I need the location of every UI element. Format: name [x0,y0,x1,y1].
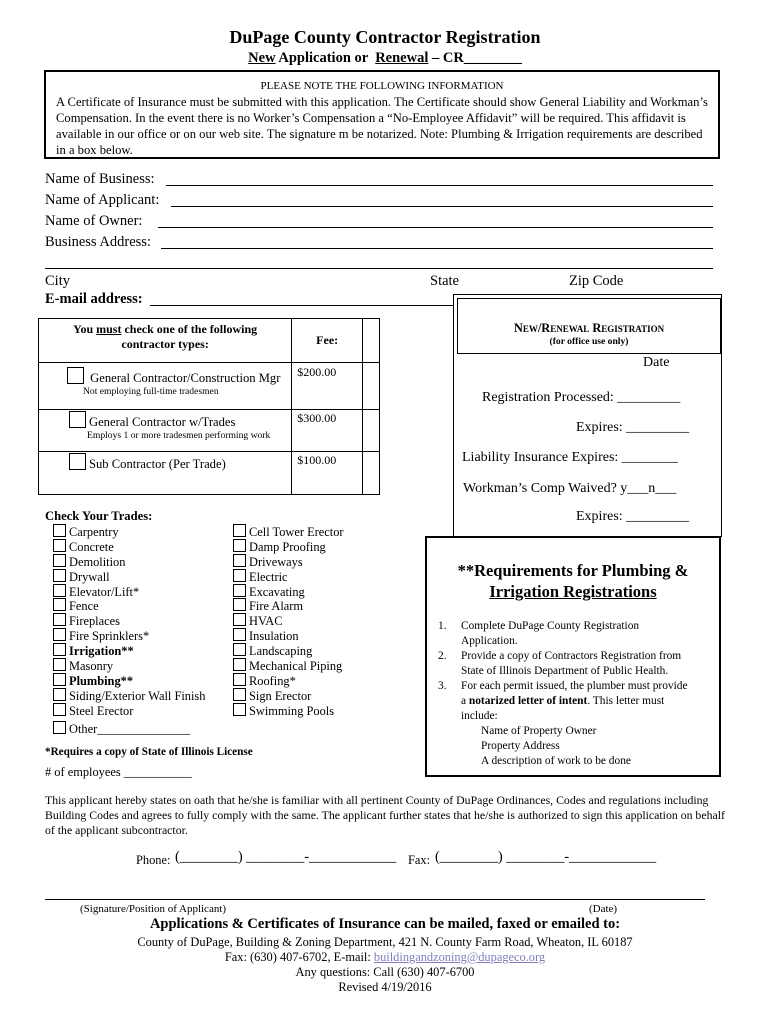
owner-name-label: Name of Owner: [45,213,143,229]
trade-mechanical-piping[interactable]: Mechanical Piping [233,658,344,673]
checkbox[interactable] [53,539,66,552]
business-name-label: Name of Business: [45,171,155,187]
renewal-option[interactable]: Renewal [375,50,429,66]
business-address-field[interactable] [161,248,713,249]
checkbox[interactable] [233,673,246,686]
gc-construction-fee: $200.00 [292,363,363,410]
new-option[interactable]: New [248,50,276,66]
checkbox[interactable] [53,688,66,701]
checkbox[interactable] [233,554,246,567]
checkbox[interactable] [53,703,66,716]
checkbox[interactable] [53,613,66,626]
office-use-title: New/Renewal Registration [513,321,665,335]
business-address-line2[interactable] [45,268,713,269]
trade-electric[interactable]: Electric [233,569,344,584]
phone-label: Phone: [136,853,171,867]
trade-elevator[interactable]: Elevator/Lift* [53,584,205,599]
footer-heading: Applications & Certificates of Insurance can be mailed, faxed or emailed to: [149,916,621,932]
sub-contractor-checkbox[interactable] [69,453,86,470]
checkbox[interactable] [233,584,246,597]
trade-roofing[interactable]: Roofing* [233,673,344,688]
zip-label: Zip Code [569,273,624,289]
footer-fax-email: Fax: (630) 407-6702, E-mail: buildingandzoning@dupageco.org [224,950,546,964]
email-link[interactable]: buildingandzoning@dupageco.org [373,950,546,964]
trade-concrete[interactable]: Concrete [53,539,205,554]
gc-construction-note: Not employing full-time tradesmen [83,386,219,397]
footer-address: County of DuPage, Building & Zoning Department, 421 N. County Farm Road, Wheaton, IL 60187 [137,935,633,949]
email-label: E-mail address: [45,291,143,307]
expires-field-2[interactable]: Expires: _________ [576,509,690,524]
office-date-label: Date [643,355,670,370]
gc-construction-checkbox[interactable] [67,367,84,384]
trade-insulation[interactable]: Insulation [233,628,344,643]
checkbox[interactable] [53,569,66,582]
trade-landscaping[interactable]: Landscaping [233,643,344,658]
trade-hvac[interactable]: HVAC [233,613,344,628]
table-row [39,410,380,452]
fax-label: Fax: [408,853,431,867]
trade-irrigation[interactable]: Irrigation** [53,643,205,658]
notice-body: A Certificate of Insurance must be submitted with this application. The Certificate should show General Liability and Workman’s Compensation. In the event there is no Worker’s Compensation a “No-Employee Affidavit” will be required. This affidavit is available in our office or on our web site. The signature m be notarized. Note: Plumbing & Irrigation requirements are described in a box below. [56,95,708,157]
checkbox[interactable] [233,643,246,656]
workmans-comp-field[interactable]: Workman’s Comp Waived? y___n___ [463,481,677,496]
registration-processed-field[interactable]: Registration Processed: _________ [482,390,681,405]
trade-other[interactable]: Other_______________ [53,721,205,736]
trade-fire-sprinklers[interactable]: Fire Sprinklers* [53,628,205,643]
trade-drywall[interactable]: Drywall [53,569,205,584]
trade-damp-proofing[interactable]: Damp Proofing [233,539,344,554]
application-or-label: Application or [278,50,368,66]
page-title: DuPage County Contractor Registration [229,27,541,47]
trade-sign-erector[interactable]: Sign Erector [233,688,344,703]
applicant-name-field[interactable] [171,206,713,207]
table-row [39,363,380,410]
phone-field[interactable]: (________) ________-____________ [175,849,397,865]
trade-cell-tower[interactable]: Cell Tower Erector [233,524,344,539]
office-use-subtitle: (for office use only) [549,336,629,347]
sub-contractor-label: Sub Contractor (Per Trade) [89,457,226,471]
email-field[interactable] [150,305,453,306]
trades-column-1 [53,524,205,735]
checkbox[interactable] [233,613,246,626]
footer-revised: Revised 4/19/2016 [338,980,432,994]
gc-trades-label: General Contractor w/Trades [89,415,236,429]
checkbox[interactable] [233,628,246,641]
signature-date-label: (Date) [589,903,618,915]
table-row [39,452,380,495]
checkbox[interactable] [53,554,66,567]
requirements-title: **Requirements for Plumbing & Irrigation Registrations [457,561,689,601]
trade-carpentry[interactable]: Carpentry [53,524,205,539]
notice-heading: PLEASE NOTE THE FOLLOWING INFORMATION [260,80,504,92]
state-label: State [430,273,459,289]
trade-excavating[interactable]: Excavating [233,584,344,599]
business-address-label: Business Address: [45,234,151,250]
city-label: City [45,273,70,289]
gc-trades-checkbox[interactable] [69,411,86,428]
gc-construction-label: General Contractor/Construction Mgr [90,371,281,385]
trade-demolition[interactable]: Demolition [53,554,205,569]
employees-field[interactable]: # of employees ___________ [45,765,192,779]
notice-box [44,70,720,159]
cr-number-field[interactable]: – CR________ [432,50,522,66]
owner-name-field[interactable] [158,227,713,228]
trade-fire-alarm[interactable]: Fire Alarm [233,598,344,613]
checkbox[interactable] [53,721,66,734]
checkbox[interactable] [53,584,66,597]
checkbox[interactable] [233,658,246,671]
liability-expires-field[interactable]: Liability Insurance Expires: ________ [462,450,678,465]
business-name-field[interactable] [166,185,713,186]
checkbox[interactable] [53,658,66,671]
checkbox[interactable] [233,539,246,552]
checkbox[interactable] [233,703,246,716]
checkbox[interactable] [53,598,66,611]
trade-masonry[interactable]: Masonry [53,658,205,673]
checkbox[interactable] [233,524,246,537]
trade-driveways[interactable]: Driveways [233,554,344,569]
sub-contractor-fee: $100.00 [292,452,363,495]
checkbox[interactable] [233,688,246,701]
contractor-types-table [38,318,380,495]
trade-steel-erector[interactable]: Steel Erector [53,703,205,718]
fee-header: Fee: [292,319,363,363]
checkbox[interactable] [233,569,246,582]
trade-plumbing[interactable]: Plumbing** [53,673,205,688]
checkbox[interactable] [53,524,66,537]
signature-line[interactable] [45,899,705,900]
gc-trades-fee: $300.00 [292,410,363,452]
signature-label: (Signature/Position of Applicant) [80,903,227,915]
fax-field[interactable]: (________) ________-____________ [435,849,657,865]
trade-fence[interactable]: Fence [53,598,205,613]
requirements-list: 1. Complete DuPage County Registration Application. 2. Provide a copy of Contractors Registration from State of Illinois Department of Public Health. 3. For each permit issued, the plumber must provide a notarized letter of intent. This letter must include: Name of Property Owner Property Address A description of work to be done [438,620,688,767]
office-use-header [457,298,721,354]
trades-column-2 [233,524,344,718]
checkbox[interactable] [53,673,66,686]
expires-field-1[interactable]: Expires: _________ [576,420,690,435]
application-type-line [0,50,770,67]
trade-fireplaces[interactable]: Fireplaces [53,613,205,628]
checkbox[interactable] [53,643,66,656]
checkbox[interactable] [53,628,66,641]
footer-questions: Any questions: Call (630) 407-6700 [295,965,475,979]
applicant-name-label: Name of Applicant: [45,192,160,208]
contractor-types-heading: You must check one of the following contractor types: [39,319,292,363]
checkbox[interactable] [233,598,246,611]
gc-trades-note: Employs 1 or more tradesmen performing work [87,430,271,441]
oath-statement: This applicant hereby states on oath that he/she is familiar with all pertinent County of DuPage Ordinances, Codes and regulations including Building Codes and agrees to fully comply with the same. The applicant further states that he/she is authorized to sign this application on behalf of the applicant subcontractor. [45,793,725,837]
trade-siding[interactable]: Siding/Exterior Wall Finish [53,688,205,703]
license-note: *Requires a copy of State of Illinois License [45,746,253,758]
trade-swimming-pools[interactable]: Swimming Pools [233,703,344,718]
trades-heading: Check Your Trades: [45,509,153,523]
